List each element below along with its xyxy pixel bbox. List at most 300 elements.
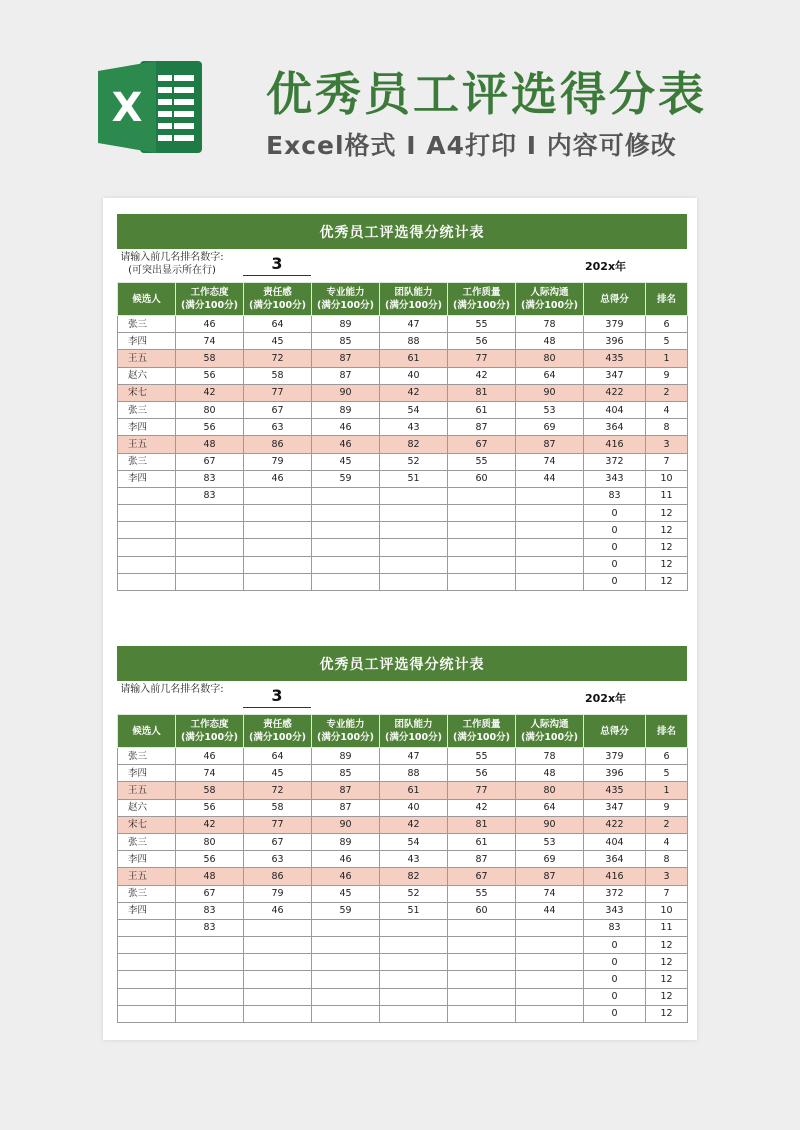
score-cell[interactable] bbox=[516, 919, 584, 936]
score-cell[interactable]: 86 bbox=[244, 868, 312, 885]
score-cell[interactable]: 67 bbox=[244, 401, 312, 418]
score-cell[interactable]: 61 bbox=[448, 401, 516, 418]
score-cell[interactable] bbox=[516, 937, 584, 954]
column-header[interactable] bbox=[448, 283, 516, 316]
score-cell[interactable] bbox=[380, 539, 448, 556]
score-cell[interactable] bbox=[244, 954, 312, 971]
rank-number-input[interactable]: 3 bbox=[243, 252, 311, 276]
score-cell[interactable]: 85 bbox=[312, 765, 380, 782]
score-cell[interactable]: 88 bbox=[380, 333, 448, 350]
rank-cell[interactable]: 12 bbox=[646, 556, 688, 573]
score-cell[interactable]: 42 bbox=[448, 367, 516, 384]
score-cell[interactable]: 85 bbox=[312, 333, 380, 350]
rank-cell[interactable]: 5 bbox=[646, 765, 688, 782]
candidate-name-cell[interactable] bbox=[118, 539, 176, 556]
rank-cell[interactable]: 8 bbox=[646, 851, 688, 868]
score-cell[interactable]: 78 bbox=[516, 316, 584, 333]
total-score-cell[interactable]: 0 bbox=[584, 988, 646, 1005]
column-header[interactable] bbox=[646, 283, 688, 316]
candidate-name-cell[interactable] bbox=[118, 937, 176, 954]
score-cell[interactable]: 47 bbox=[380, 316, 448, 333]
column-header[interactable] bbox=[448, 715, 516, 748]
score-cell[interactable]: 80 bbox=[516, 350, 584, 367]
column-header[interactable] bbox=[516, 283, 584, 316]
score-cell[interactable]: 86 bbox=[244, 436, 312, 453]
score-cell[interactable] bbox=[312, 487, 380, 504]
rank-cell[interactable]: 6 bbox=[646, 748, 688, 765]
score-cell[interactable]: 83 bbox=[176, 919, 244, 936]
score-cell[interactable]: 80 bbox=[176, 401, 244, 418]
rank-cell[interactable]: 12 bbox=[646, 539, 688, 556]
total-score-cell[interactable]: 396 bbox=[584, 765, 646, 782]
total-score-cell[interactable]: 0 bbox=[584, 556, 646, 573]
score-cell[interactable] bbox=[176, 954, 244, 971]
column-header[interactable] bbox=[312, 283, 380, 316]
score-cell[interactable]: 46 bbox=[244, 902, 312, 919]
score-cell[interactable]: 67 bbox=[448, 868, 516, 885]
total-score-cell[interactable]: 364 bbox=[584, 419, 646, 436]
score-cell[interactable]: 48 bbox=[516, 765, 584, 782]
score-cell[interactable] bbox=[448, 937, 516, 954]
column-header[interactable] bbox=[244, 715, 312, 748]
score-cell[interactable]: 89 bbox=[312, 316, 380, 333]
score-cell[interactable]: 69 bbox=[516, 419, 584, 436]
total-score-cell[interactable]: 422 bbox=[584, 816, 646, 833]
score-cell[interactable] bbox=[176, 539, 244, 556]
score-cell[interactable]: 56 bbox=[448, 765, 516, 782]
score-cell[interactable] bbox=[448, 954, 516, 971]
score-cell[interactable]: 80 bbox=[516, 782, 584, 799]
score-cell[interactable]: 82 bbox=[380, 436, 448, 453]
candidate-name-cell[interactable] bbox=[118, 988, 176, 1005]
score-cell[interactable]: 60 bbox=[448, 902, 516, 919]
score-cell[interactable]: 46 bbox=[176, 748, 244, 765]
score-cell[interactable]: 46 bbox=[312, 851, 380, 868]
score-cell[interactable]: 74 bbox=[516, 453, 584, 470]
column-header[interactable] bbox=[244, 283, 312, 316]
total-score-cell[interactable]: 379 bbox=[584, 748, 646, 765]
rank-cell[interactable]: 12 bbox=[646, 988, 688, 1005]
rank-cell[interactable]: 11 bbox=[646, 487, 688, 504]
rank-cell[interactable]: 9 bbox=[646, 799, 688, 816]
score-cell[interactable] bbox=[380, 522, 448, 539]
score-cell[interactable]: 63 bbox=[244, 419, 312, 436]
score-cell[interactable]: 58 bbox=[244, 367, 312, 384]
score-cell[interactable] bbox=[448, 988, 516, 1005]
total-score-cell[interactable]: 0 bbox=[584, 971, 646, 988]
score-cell[interactable]: 90 bbox=[516, 816, 584, 833]
score-cell[interactable]: 42 bbox=[176, 384, 244, 401]
score-cell[interactable] bbox=[312, 539, 380, 556]
score-cell[interactable]: 58 bbox=[176, 782, 244, 799]
score-cell[interactable]: 56 bbox=[176, 419, 244, 436]
score-cell[interactable] bbox=[448, 971, 516, 988]
score-cell[interactable] bbox=[380, 954, 448, 971]
rank-cell[interactable]: 12 bbox=[646, 522, 688, 539]
total-score-cell[interactable]: 0 bbox=[584, 573, 646, 590]
score-cell[interactable]: 78 bbox=[516, 748, 584, 765]
score-cell[interactable]: 55 bbox=[448, 453, 516, 470]
score-cell[interactable] bbox=[380, 487, 448, 504]
score-cell[interactable] bbox=[448, 919, 516, 936]
score-cell[interactable] bbox=[380, 556, 448, 573]
score-cell[interactable]: 77 bbox=[244, 816, 312, 833]
score-cell[interactable] bbox=[516, 988, 584, 1005]
score-cell[interactable] bbox=[448, 539, 516, 556]
score-cell[interactable] bbox=[176, 937, 244, 954]
score-cell[interactable]: 77 bbox=[448, 782, 516, 799]
column-header[interactable] bbox=[380, 715, 448, 748]
score-cell[interactable]: 42 bbox=[380, 384, 448, 401]
score-cell[interactable]: 59 bbox=[312, 902, 380, 919]
candidate-name-cell[interactable] bbox=[118, 1005, 176, 1022]
score-cell[interactable]: 52 bbox=[380, 453, 448, 470]
score-cell[interactable] bbox=[176, 988, 244, 1005]
score-cell[interactable]: 67 bbox=[448, 436, 516, 453]
score-cell[interactable] bbox=[176, 1005, 244, 1022]
column-header[interactable] bbox=[176, 283, 244, 316]
score-cell[interactable]: 56 bbox=[176, 851, 244, 868]
score-cell[interactable] bbox=[516, 505, 584, 522]
column-header[interactable] bbox=[516, 715, 584, 748]
candidate-name-cell[interactable]: 张三 bbox=[118, 316, 176, 333]
rank-cell[interactable]: 12 bbox=[646, 573, 688, 590]
column-header[interactable] bbox=[118, 283, 176, 316]
score-cell[interactable]: 45 bbox=[312, 885, 380, 902]
candidate-name-cell[interactable] bbox=[118, 954, 176, 971]
score-cell[interactable]: 46 bbox=[244, 470, 312, 487]
score-cell[interactable] bbox=[312, 988, 380, 1005]
score-cell[interactable]: 45 bbox=[312, 453, 380, 470]
score-cell[interactable]: 89 bbox=[312, 748, 380, 765]
score-cell[interactable]: 63 bbox=[244, 851, 312, 868]
score-cell[interactable] bbox=[448, 487, 516, 504]
total-score-cell[interactable]: 0 bbox=[584, 522, 646, 539]
score-cell[interactable]: 88 bbox=[380, 765, 448, 782]
total-score-cell[interactable]: 404 bbox=[584, 833, 646, 850]
score-cell[interactable] bbox=[244, 539, 312, 556]
score-cell[interactable] bbox=[244, 556, 312, 573]
score-cell[interactable]: 67 bbox=[176, 885, 244, 902]
score-cell[interactable] bbox=[448, 1005, 516, 1022]
candidate-name-cell[interactable]: 宋七 bbox=[118, 816, 176, 833]
score-cell[interactable]: 64 bbox=[244, 748, 312, 765]
total-score-cell[interactable]: 404 bbox=[584, 401, 646, 418]
score-cell[interactable]: 44 bbox=[516, 470, 584, 487]
score-cell[interactable]: 67 bbox=[244, 833, 312, 850]
score-cell[interactable] bbox=[244, 937, 312, 954]
candidate-name-cell[interactable] bbox=[118, 487, 176, 504]
rank-cell[interactable]: 4 bbox=[646, 833, 688, 850]
score-cell[interactable] bbox=[176, 505, 244, 522]
rank-cell[interactable]: 9 bbox=[646, 367, 688, 384]
score-cell[interactable] bbox=[244, 971, 312, 988]
score-cell[interactable]: 87 bbox=[448, 851, 516, 868]
score-cell[interactable]: 44 bbox=[516, 902, 584, 919]
score-cell[interactable] bbox=[516, 522, 584, 539]
score-cell[interactable] bbox=[380, 505, 448, 522]
total-score-cell[interactable]: 364 bbox=[584, 851, 646, 868]
score-cell[interactable]: 56 bbox=[176, 367, 244, 384]
score-cell[interactable]: 64 bbox=[516, 367, 584, 384]
score-cell[interactable]: 87 bbox=[312, 350, 380, 367]
score-cell[interactable] bbox=[312, 505, 380, 522]
column-header[interactable] bbox=[118, 715, 176, 748]
score-cell[interactable]: 42 bbox=[380, 816, 448, 833]
rank-cell[interactable]: 7 bbox=[646, 453, 688, 470]
column-header[interactable] bbox=[176, 715, 244, 748]
score-cell[interactable]: 61 bbox=[380, 350, 448, 367]
score-cell[interactable]: 64 bbox=[244, 316, 312, 333]
score-cell[interactable] bbox=[516, 539, 584, 556]
score-cell[interactable] bbox=[312, 971, 380, 988]
score-cell[interactable]: 46 bbox=[312, 868, 380, 885]
score-cell[interactable]: 46 bbox=[312, 436, 380, 453]
score-cell[interactable]: 55 bbox=[448, 885, 516, 902]
candidate-name-cell[interactable]: 李四 bbox=[118, 851, 176, 868]
score-cell[interactable]: 42 bbox=[448, 799, 516, 816]
score-cell[interactable]: 46 bbox=[176, 316, 244, 333]
score-cell[interactable]: 53 bbox=[516, 401, 584, 418]
score-cell[interactable]: 43 bbox=[380, 851, 448, 868]
candidate-name-cell[interactable] bbox=[118, 556, 176, 573]
candidate-name-cell[interactable]: 赵六 bbox=[118, 799, 176, 816]
score-cell[interactable]: 48 bbox=[516, 333, 584, 350]
rank-number-input[interactable]: 3 bbox=[243, 684, 311, 708]
score-cell[interactable] bbox=[448, 522, 516, 539]
score-cell[interactable]: 58 bbox=[176, 350, 244, 367]
total-score-cell[interactable]: 83 bbox=[584, 487, 646, 504]
rank-cell[interactable]: 2 bbox=[646, 816, 688, 833]
score-cell[interactable]: 56 bbox=[176, 799, 244, 816]
score-cell[interactable]: 69 bbox=[516, 851, 584, 868]
score-cell[interactable] bbox=[516, 954, 584, 971]
total-score-cell[interactable]: 0 bbox=[584, 954, 646, 971]
candidate-name-cell[interactable]: 张三 bbox=[118, 453, 176, 470]
score-cell[interactable]: 61 bbox=[380, 782, 448, 799]
rank-cell[interactable]: 4 bbox=[646, 401, 688, 418]
score-cell[interactable]: 47 bbox=[380, 748, 448, 765]
score-cell[interactable] bbox=[312, 919, 380, 936]
candidate-name-cell[interactable]: 王五 bbox=[118, 868, 176, 885]
total-score-cell[interactable]: 0 bbox=[584, 937, 646, 954]
candidate-name-cell[interactable] bbox=[118, 573, 176, 590]
score-cell[interactable]: 48 bbox=[176, 436, 244, 453]
score-cell[interactable] bbox=[312, 937, 380, 954]
rank-cell[interactable]: 3 bbox=[646, 436, 688, 453]
score-cell[interactable]: 45 bbox=[244, 765, 312, 782]
total-score-cell[interactable]: 435 bbox=[584, 782, 646, 799]
total-score-cell[interactable]: 347 bbox=[584, 367, 646, 384]
score-cell[interactable] bbox=[516, 487, 584, 504]
score-cell[interactable] bbox=[380, 573, 448, 590]
rank-cell[interactable]: 1 bbox=[646, 350, 688, 367]
score-cell[interactable] bbox=[312, 556, 380, 573]
score-cell[interactable] bbox=[380, 1005, 448, 1022]
total-score-cell[interactable]: 379 bbox=[584, 316, 646, 333]
score-cell[interactable]: 40 bbox=[380, 367, 448, 384]
rank-cell[interactable]: 12 bbox=[646, 937, 688, 954]
rank-cell[interactable]: 2 bbox=[646, 384, 688, 401]
rank-cell[interactable]: 3 bbox=[646, 868, 688, 885]
score-cell[interactable] bbox=[176, 971, 244, 988]
total-score-cell[interactable]: 422 bbox=[584, 384, 646, 401]
column-header[interactable] bbox=[312, 715, 380, 748]
rank-cell[interactable]: 11 bbox=[646, 919, 688, 936]
score-cell[interactable]: 43 bbox=[380, 419, 448, 436]
score-cell[interactable]: 56 bbox=[448, 333, 516, 350]
score-cell[interactable]: 83 bbox=[176, 902, 244, 919]
score-cell[interactable] bbox=[448, 573, 516, 590]
column-header[interactable] bbox=[646, 715, 688, 748]
candidate-name-cell[interactable]: 宋七 bbox=[118, 384, 176, 401]
candidate-name-cell[interactable]: 李四 bbox=[118, 333, 176, 350]
score-cell[interactable]: 40 bbox=[380, 799, 448, 816]
score-cell[interactable] bbox=[244, 988, 312, 1005]
score-cell[interactable]: 81 bbox=[448, 816, 516, 833]
score-cell[interactable]: 61 bbox=[448, 833, 516, 850]
candidate-name-cell[interactable]: 李四 bbox=[118, 470, 176, 487]
score-cell[interactable]: 90 bbox=[312, 816, 380, 833]
score-cell[interactable]: 67 bbox=[176, 453, 244, 470]
total-score-cell[interactable]: 343 bbox=[584, 470, 646, 487]
candidate-name-cell[interactable]: 张三 bbox=[118, 401, 176, 418]
score-cell[interactable]: 79 bbox=[244, 453, 312, 470]
score-cell[interactable]: 87 bbox=[312, 367, 380, 384]
score-cell[interactable]: 77 bbox=[448, 350, 516, 367]
score-cell[interactable]: 51 bbox=[380, 902, 448, 919]
score-cell[interactable] bbox=[176, 522, 244, 539]
rank-cell[interactable]: 6 bbox=[646, 316, 688, 333]
candidate-name-cell[interactable] bbox=[118, 505, 176, 522]
score-cell[interactable] bbox=[312, 522, 380, 539]
score-cell[interactable]: 83 bbox=[176, 487, 244, 504]
score-cell[interactable] bbox=[244, 1005, 312, 1022]
score-cell[interactable]: 83 bbox=[176, 470, 244, 487]
score-cell[interactable]: 82 bbox=[380, 868, 448, 885]
rank-cell[interactable]: 10 bbox=[646, 902, 688, 919]
score-cell[interactable] bbox=[380, 971, 448, 988]
score-cell[interactable]: 79 bbox=[244, 885, 312, 902]
candidate-name-cell[interactable] bbox=[118, 971, 176, 988]
score-cell[interactable]: 48 bbox=[176, 868, 244, 885]
column-header[interactable] bbox=[380, 283, 448, 316]
score-cell[interactable]: 54 bbox=[380, 401, 448, 418]
score-cell[interactable]: 74 bbox=[176, 765, 244, 782]
candidate-name-cell[interactable]: 李四 bbox=[118, 902, 176, 919]
column-header[interactable] bbox=[584, 283, 646, 316]
score-cell[interactable] bbox=[312, 573, 380, 590]
candidate-name-cell[interactable]: 张三 bbox=[118, 885, 176, 902]
score-cell[interactable]: 87 bbox=[516, 868, 584, 885]
score-cell[interactable] bbox=[516, 556, 584, 573]
candidate-name-cell[interactable]: 李四 bbox=[118, 419, 176, 436]
score-cell[interactable]: 72 bbox=[244, 782, 312, 799]
candidate-name-cell[interactable]: 李四 bbox=[118, 765, 176, 782]
score-cell[interactable] bbox=[176, 556, 244, 573]
score-cell[interactable]: 64 bbox=[516, 799, 584, 816]
score-cell[interactable] bbox=[244, 505, 312, 522]
candidate-name-cell[interactable]: 赵六 bbox=[118, 367, 176, 384]
score-cell[interactable]: 42 bbox=[176, 816, 244, 833]
candidate-name-cell[interactable]: 王五 bbox=[118, 436, 176, 453]
rank-cell[interactable]: 7 bbox=[646, 885, 688, 902]
candidate-name-cell[interactable]: 张三 bbox=[118, 748, 176, 765]
score-cell[interactable]: 55 bbox=[448, 748, 516, 765]
total-score-cell[interactable]: 0 bbox=[584, 1005, 646, 1022]
total-score-cell[interactable]: 435 bbox=[584, 350, 646, 367]
score-cell[interactable]: 72 bbox=[244, 350, 312, 367]
candidate-name-cell[interactable] bbox=[118, 522, 176, 539]
score-cell[interactable] bbox=[312, 954, 380, 971]
score-cell[interactable] bbox=[380, 937, 448, 954]
score-cell[interactable] bbox=[448, 556, 516, 573]
total-score-cell[interactable]: 83 bbox=[584, 919, 646, 936]
total-score-cell[interactable]: 0 bbox=[584, 539, 646, 556]
rank-cell[interactable]: 10 bbox=[646, 470, 688, 487]
score-cell[interactable]: 59 bbox=[312, 470, 380, 487]
score-cell[interactable]: 60 bbox=[448, 470, 516, 487]
score-cell[interactable]: 45 bbox=[244, 333, 312, 350]
score-cell[interactable] bbox=[244, 573, 312, 590]
score-cell[interactable]: 81 bbox=[448, 384, 516, 401]
score-cell[interactable]: 90 bbox=[312, 384, 380, 401]
total-score-cell[interactable]: 347 bbox=[584, 799, 646, 816]
candidate-name-cell[interactable] bbox=[118, 919, 176, 936]
score-cell[interactable]: 54 bbox=[380, 833, 448, 850]
total-score-cell[interactable]: 372 bbox=[584, 453, 646, 470]
score-cell[interactable]: 87 bbox=[312, 799, 380, 816]
score-cell[interactable]: 89 bbox=[312, 401, 380, 418]
score-cell[interactable] bbox=[380, 919, 448, 936]
score-cell[interactable]: 77 bbox=[244, 384, 312, 401]
total-score-cell[interactable]: 416 bbox=[584, 868, 646, 885]
score-cell[interactable]: 51 bbox=[380, 470, 448, 487]
rank-cell[interactable]: 8 bbox=[646, 419, 688, 436]
score-cell[interactable]: 90 bbox=[516, 384, 584, 401]
score-cell[interactable]: 74 bbox=[516, 885, 584, 902]
score-cell[interactable]: 74 bbox=[176, 333, 244, 350]
score-cell[interactable] bbox=[516, 573, 584, 590]
rank-cell[interactable]: 12 bbox=[646, 954, 688, 971]
rank-cell[interactable]: 1 bbox=[646, 782, 688, 799]
rank-cell[interactable]: 12 bbox=[646, 505, 688, 522]
score-cell[interactable] bbox=[244, 919, 312, 936]
rank-cell[interactable]: 12 bbox=[646, 971, 688, 988]
total-score-cell[interactable]: 0 bbox=[584, 505, 646, 522]
score-cell[interactable]: 46 bbox=[312, 419, 380, 436]
score-cell[interactable] bbox=[516, 971, 584, 988]
column-header[interactable] bbox=[584, 715, 646, 748]
score-cell[interactable]: 55 bbox=[448, 316, 516, 333]
total-score-cell[interactable]: 343 bbox=[584, 902, 646, 919]
score-cell[interactable] bbox=[448, 505, 516, 522]
candidate-name-cell[interactable]: 王五 bbox=[118, 350, 176, 367]
score-cell[interactable]: 89 bbox=[312, 833, 380, 850]
score-cell[interactable] bbox=[244, 522, 312, 539]
score-cell[interactable]: 58 bbox=[244, 799, 312, 816]
score-cell[interactable]: 52 bbox=[380, 885, 448, 902]
total-score-cell[interactable]: 396 bbox=[584, 333, 646, 350]
score-cell[interactable]: 87 bbox=[312, 782, 380, 799]
rank-cell[interactable]: 5 bbox=[646, 333, 688, 350]
score-cell[interactable]: 80 bbox=[176, 833, 244, 850]
rank-cell[interactable]: 12 bbox=[646, 1005, 688, 1022]
score-cell[interactable]: 87 bbox=[448, 419, 516, 436]
score-cell[interactable] bbox=[312, 1005, 380, 1022]
score-cell[interactable] bbox=[244, 487, 312, 504]
candidate-name-cell[interactable]: 王五 bbox=[118, 782, 176, 799]
